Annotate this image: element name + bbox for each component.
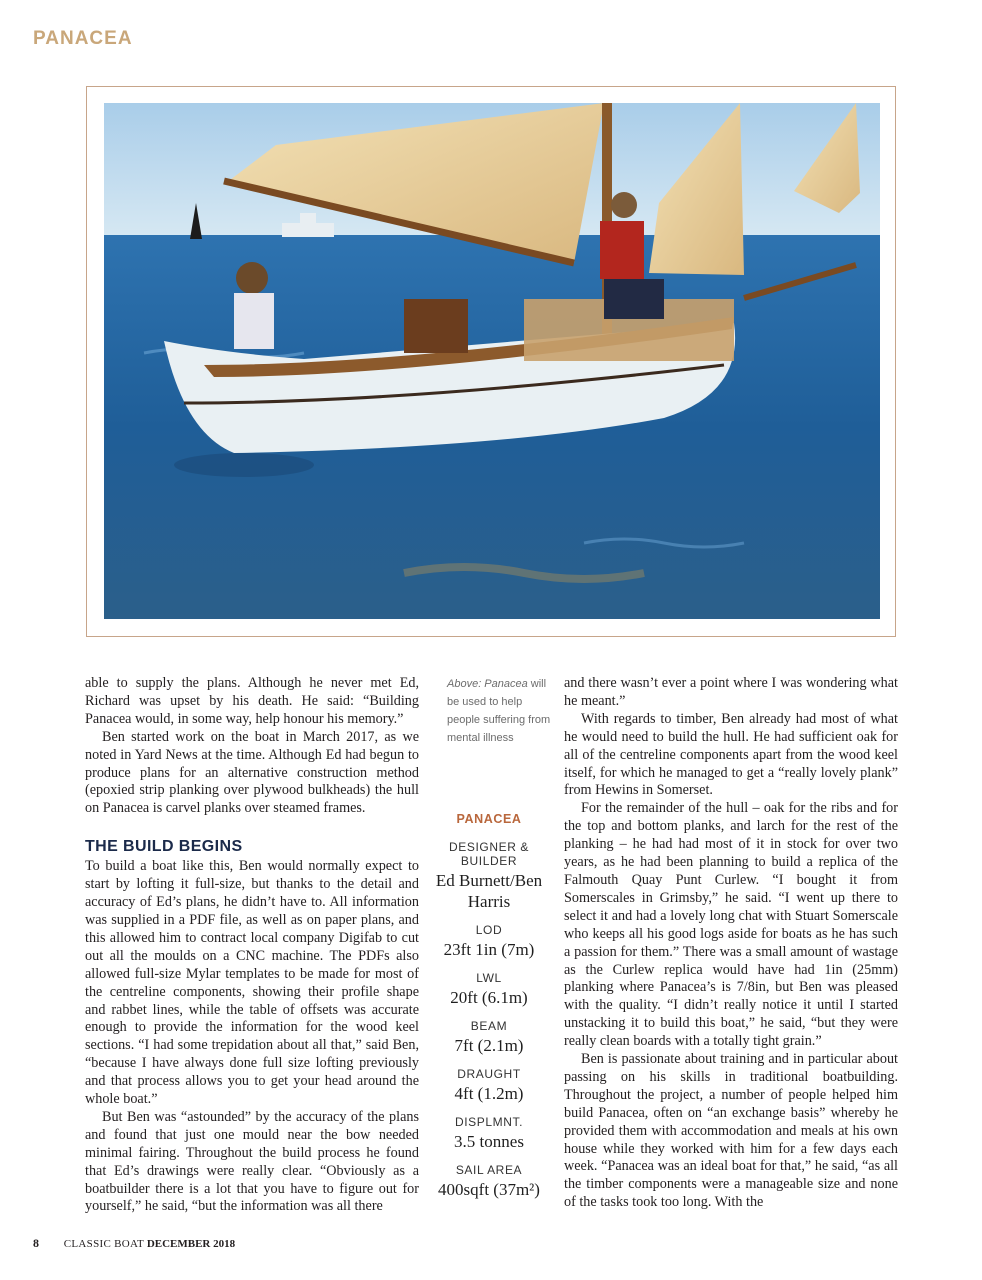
spec-value: 7ft (2.1m) [454, 1036, 524, 1055]
paragraph: To build a boat like this, Ben would normally expect to start by lofting it full-size, but thanks to the detail and accuracy of Ed’s plans, he didn’t have to. All information was supplied in a PDF file, as well as on paper plans, and this allowed him to contract local company Digifab to cut out all the moulds on a CNC machine. The PDFs also allowed full-size Mylar templates to be made for most of the centreline components, showing their profile shape and rabbet lines, while the table of offsets was accurate enough to provide the information for the wood keel sections. “I had some trepidation about all that,” said Ben, “because I have always done full size lofting previously and that process allows you to get your head around the whole boat.” [85, 858, 419, 1108]
spec-value: 400sqft (37m²) [438, 1180, 540, 1199]
specs-box [430, 812, 548, 1211]
spec-label: LOD [475, 923, 503, 937]
paragraph: With regards to timber, Ben already had most of what he would need to build the hull. He had sufficient oak for all of the centreline components apart from the wood keel itself, for which he managed to get a “really lovely plank” from Hewins in Somerset. [564, 710, 898, 799]
paragraph: able to supply the plans. Although he never met Ed, Richard was upset by his death. He said: “Building Panacea would, in some way, help honour his memory.” [85, 675, 419, 727]
spec-label: BEAM [470, 1019, 508, 1033]
spec-label: DRAUGHT [457, 1067, 521, 1081]
issue-date: DECEMBER 2018 [146, 1238, 236, 1250]
sailboat-photo [104, 103, 880, 619]
photo-frame [86, 86, 896, 637]
page-number: 8 [33, 1236, 39, 1250]
page-footer [33, 1236, 235, 1251]
magazine-name: CLASSIC BOAT [63, 1238, 145, 1250]
photo-caption [447, 675, 551, 747]
section-subhead: THE BUILD BEGINS [85, 838, 243, 856]
paragraph: and there wasn’t ever a point where I was wondering what he meant.” [564, 675, 898, 709]
paragraph: But Ben was “astounded” by the accuracy of the plans and found that just one mould near the bow needed minimal fairing. Throughout the build process he found that Ed’s drawings were really clear. “Obviously as a boatbuilder there is a lot that you have to figure out for yourself,” he said, “but the information was all there [85, 1108, 419, 1215]
spec-value: 23ft 1in (7m) [443, 940, 535, 959]
article-column-right [564, 675, 898, 1212]
spec-label: LWL [476, 971, 502, 985]
spec-value: 20ft (6.1m) [450, 988, 528, 1007]
spec-label: DESIGNER & BUILDER [448, 840, 529, 868]
paragraph: Ben is passionate about training and in particular about passing on his skills in traditional boatbuilding. Throughout the project, a number of people helped him build Panacea, often on “an exchange basis” whereby he provided them with accommodation and meals at his own house while they worked with him for a few days each week. “Panacea was an ideal boat for that,” he said, “as all the timber components were a manageable size and none of the tasks took too long. With the [564, 1051, 898, 1211]
caption-lead: Above: Panacea [447, 678, 528, 690]
spec-value: 3.5 tonnes [454, 1132, 524, 1151]
spec-value: 4ft (1.2m) [454, 1084, 524, 1103]
caption-text: will be used to help people suffering from mental illness [447, 678, 551, 744]
specs-title: PANACEA [456, 812, 522, 826]
spec-label: SAIL AREA [455, 1163, 523, 1177]
spec-label: DISPLMNT. [454, 1115, 524, 1129]
spec-value: Ed Burnett/Ben Harris [435, 871, 543, 911]
paragraph: For the remainder of the hull – oak for the ribs and for the top and bottom planks, and larch for the rest of the planking – he had had most of it in stock for over two years, as he had been planning to build a replica of the Falmouth Quay Punt Curlew. “I bought it from Somerscales in Grimsby,” he said. “I went up there to select it and had a lovely long chat with Stuart Somerscale who keeps all his good logs aside for boats as he has such a passion for them.” There was a small amount of wastage as the Curlew replica would have had 1in (25mm) planking where Panacea’s is 7/8in, but Ben was pleased with the quality. “I didn’t really notice it until I started unstacking it to build this boat,” he said, “but they were really clean boards with a totally tight grain.” [564, 800, 898, 1050]
article-column-left [85, 675, 419, 1216]
paragraph: Ben started work on the boat in March 2017, as we noted in Yard News at the time. Although Ed had begun to produce plans for an alternative construction method (epoxied strip planking over plywood bulkheads) the hull on Panacea is carvel planks over steamed frames. [85, 728, 419, 817]
section-tag: PANACEA [33, 28, 133, 49]
